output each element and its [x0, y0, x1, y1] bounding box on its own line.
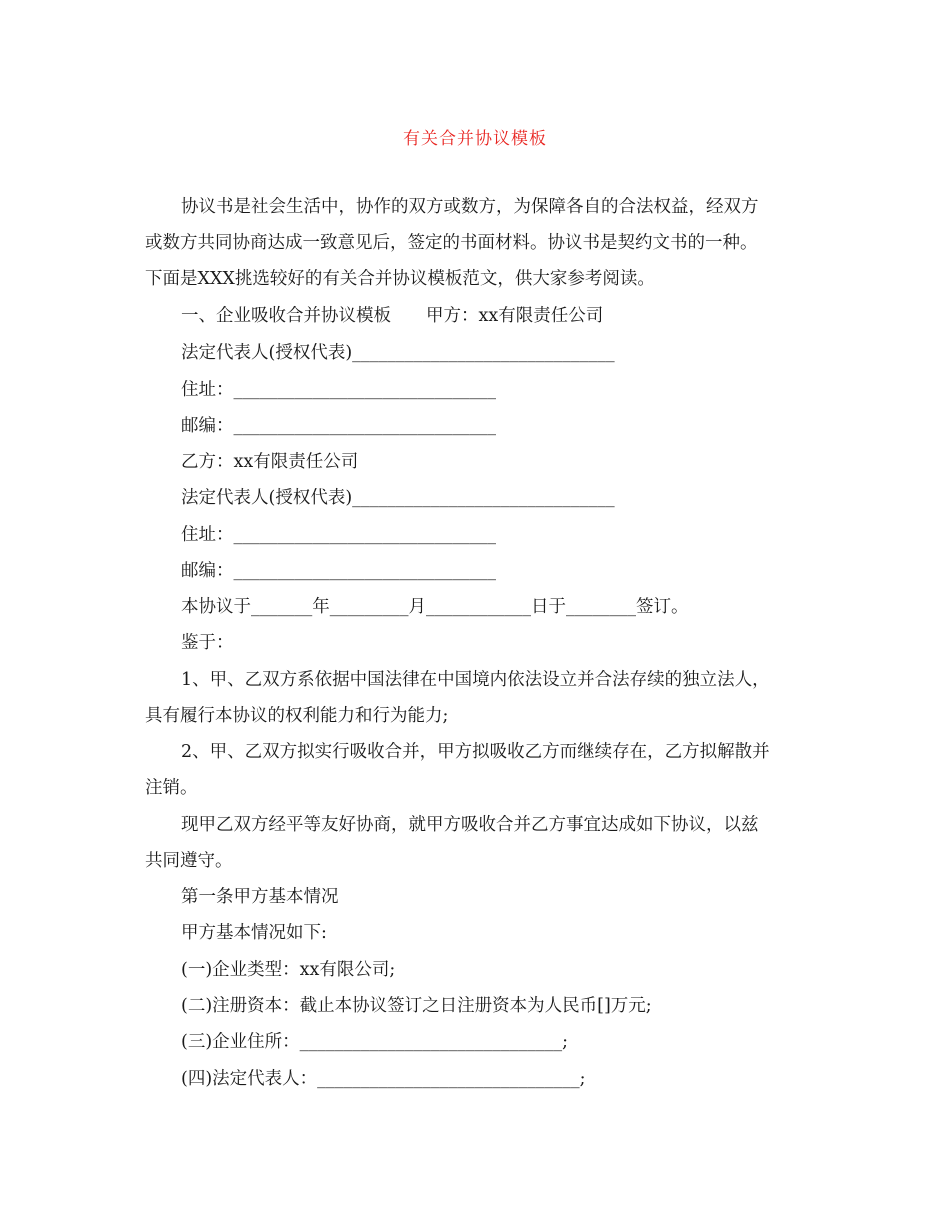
- paragraph-line: 注销。: [145, 778, 198, 798]
- list-item: (二)注册资本：截止本协议签订之日注册资本为人民币[]万元;: [181, 996, 652, 1016]
- form-field-line: 法定代表人(授权代表)______________________________: [181, 488, 615, 508]
- list-item: (三)企业住所：______________________________;: [181, 1032, 569, 1052]
- form-field-line: 住址：______________________________: [181, 380, 496, 400]
- paragraph-line: 下面是XXX挑选较好的有关合并协议模板范文，供大家参考阅读。: [145, 269, 655, 289]
- paragraph-line: 具有履行本协议的权利能力和行为能力;: [145, 706, 449, 726]
- list-item: (一)企业类型：xx有限公司;: [181, 960, 396, 980]
- document-title: 有关合并协议模板: [403, 129, 547, 149]
- list-item: (四)法定代表人：______________________________;: [181, 1069, 586, 1089]
- paragraph-line: 现甲乙双方经平等友好协商，就甲方吸收合并乙方事宜达成如下协议，以兹: [181, 815, 759, 835]
- form-field-line: 法定代表人(授权代表)______________________________: [181, 343, 615, 363]
- form-field-line: 住址：______________________________: [181, 525, 496, 545]
- paragraph-line: 2、甲、乙双方拟实行吸收合并，甲方拟吸收乙方而继续存在，乙方拟解散并: [181, 742, 770, 762]
- paragraph-line: 1、甲、乙双方系依据中国法律在中国境内依法设立并合法存续的独立法人，: [181, 670, 770, 690]
- paragraph-line: 共同遵守。: [145, 851, 233, 871]
- date-line: 本协议于_______年_________月____________日于________签订。: [181, 597, 689, 617]
- form-field-line: 邮编：______________________________: [181, 416, 496, 436]
- article-heading: 第一条甲方基本情况: [181, 887, 339, 907]
- form-field-line: 邮编：______________________________: [181, 561, 496, 581]
- section-heading: 一、企业吸收合并协议模板 甲方：xx有限责任公司: [181, 306, 604, 326]
- paragraph-line: 甲方基本情况如下:: [181, 923, 327, 943]
- paragraph-line: 协议书是社会生活中，协作的双方或数方，为保障各自的合法权益，经双方: [181, 197, 759, 217]
- paragraph-line: 鉴于：: [181, 633, 234, 653]
- party-line: 乙方：xx有限责任公司: [181, 452, 359, 472]
- paragraph-line: 或数方共同协商达成一致意见后，签定的书面材料。协议书是契约文书的一种。: [145, 233, 758, 253]
